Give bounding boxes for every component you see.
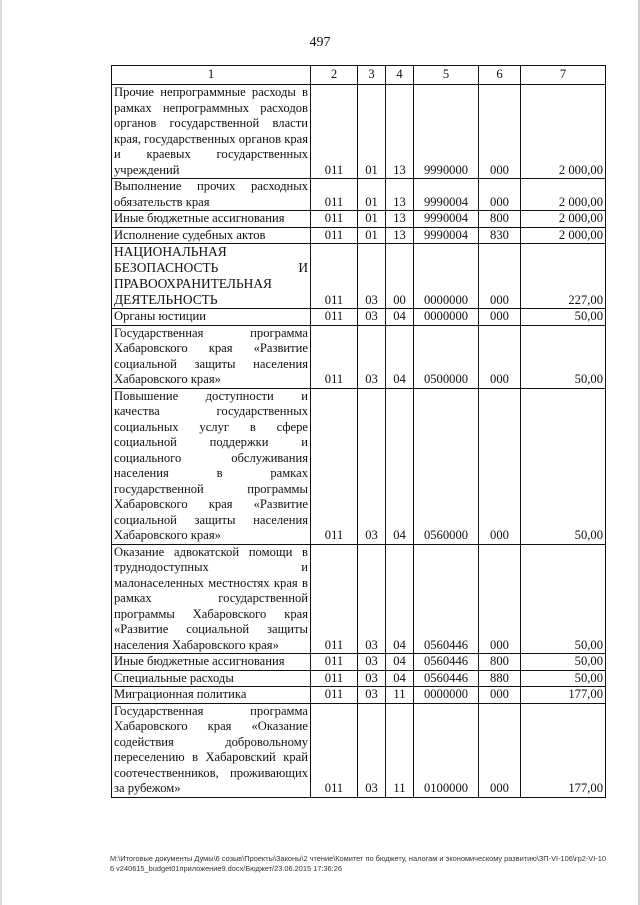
cell-amount: 2 000,00 xyxy=(521,85,606,179)
cell-amount: 50,00 xyxy=(521,544,606,654)
cell-expense-type: 830 xyxy=(479,227,521,244)
cell-target-item: 0000000 xyxy=(414,244,479,309)
cell-subsection: 11 xyxy=(386,687,414,704)
cell-target-item: 9990000 xyxy=(414,85,479,179)
cell-subsection: 13 xyxy=(386,227,414,244)
row-name: Иные бюджетные ассигнования xyxy=(112,654,311,671)
cell-expense-type: 000 xyxy=(479,325,521,388)
cell-section: 03 xyxy=(358,388,386,544)
row-name: Выполнение прочих расходных обязательств края xyxy=(112,179,311,211)
cell-ministry: 011 xyxy=(311,179,358,211)
cell-subsection: 11 xyxy=(386,703,414,797)
cell-target-item: 9990004 xyxy=(414,211,479,228)
cell-expense-type: 000 xyxy=(479,544,521,654)
cell-target-item: 9990004 xyxy=(414,227,479,244)
cell-amount: 2 000,00 xyxy=(521,211,606,228)
cell-subsection: 13 xyxy=(386,211,414,228)
column-header: 7 xyxy=(521,66,606,85)
cell-target-item: 9990004 xyxy=(414,179,479,211)
column-header: 1 xyxy=(112,66,311,85)
cell-target-item: 0500000 xyxy=(414,325,479,388)
table-row xyxy=(112,325,606,388)
table-row xyxy=(112,703,606,797)
scan-left-edge xyxy=(0,0,2,905)
cell-ministry: 011 xyxy=(311,211,358,228)
cell-section: 03 xyxy=(358,703,386,797)
cell-section: 03 xyxy=(358,687,386,704)
budget-table xyxy=(111,65,606,798)
cell-target-item: 0560446 xyxy=(414,544,479,654)
cell-subsection: 04 xyxy=(386,544,414,654)
cell-ministry: 011 xyxy=(311,325,358,388)
table-row xyxy=(112,309,606,326)
cell-section: 03 xyxy=(358,309,386,326)
cell-expense-type: 000 xyxy=(479,85,521,179)
cell-amount: 50,00 xyxy=(521,325,606,388)
cell-target-item: 0100000 xyxy=(414,703,479,797)
column-header: 3 xyxy=(358,66,386,85)
cell-subsection: 13 xyxy=(386,179,414,211)
cell-ministry: 011 xyxy=(311,227,358,244)
cell-ministry: 011 xyxy=(311,654,358,671)
row-name: Прочие непрограммные расходы в рамках непрограммных расходов органов государственной власти края, государственных органов края и краевых государственных учреждений xyxy=(112,85,311,179)
row-name: Органы юстиции xyxy=(112,309,311,326)
cell-target-item: 0000000 xyxy=(414,309,479,326)
cell-section: 03 xyxy=(358,244,386,309)
cell-amount: 227,00 xyxy=(521,244,606,309)
cell-subsection: 04 xyxy=(386,325,414,388)
cell-section: 03 xyxy=(358,654,386,671)
column-header: 4 xyxy=(386,66,414,85)
footer-file-path: M:\Итоговые документы Думы\6 созыв\Проекты\Законы\2 чтение\Комитет по бюджету, налогам и экономическому развитию\ЗП-VI-106\гр2-VI-106 v240615_budget01приложение9.docx/Бюджет/23.06.2015 17:36:26 xyxy=(110,854,606,873)
cell-subsection: 04 xyxy=(386,309,414,326)
page-number: 497 xyxy=(309,35,331,50)
cell-subsection: 04 xyxy=(386,670,414,687)
table-row xyxy=(112,179,606,211)
cell-ministry: 011 xyxy=(311,388,358,544)
row-name: НАЦИОНАЛЬНАЯ БЕЗОПАСНОСТЬ И ПРАВООХРАНИТЕЛЬНАЯ ДЕЯТЕЛЬНОСТЬ xyxy=(112,244,311,309)
cell-ministry: 011 xyxy=(311,670,358,687)
cell-subsection: 04 xyxy=(386,388,414,544)
cell-section: 01 xyxy=(358,179,386,211)
cell-expense-type: 000 xyxy=(479,309,521,326)
table-row xyxy=(112,654,606,671)
cell-amount: 177,00 xyxy=(521,687,606,704)
row-name: Миграционная политика xyxy=(112,687,311,704)
cell-ministry: 011 xyxy=(311,85,358,179)
table-row xyxy=(112,211,606,228)
row-name: Государственная программа Хабаровского края «Оказание содействия добровольному переселению в Хабаровский край соотечественников, проживающих за рубежом» xyxy=(112,703,311,797)
cell-amount: 50,00 xyxy=(521,670,606,687)
cell-subsection: 00 xyxy=(386,244,414,309)
table-row xyxy=(112,388,606,544)
cell-ministry: 011 xyxy=(311,309,358,326)
cell-amount: 50,00 xyxy=(521,654,606,671)
cell-ministry: 011 xyxy=(311,244,358,309)
table-row xyxy=(112,687,606,704)
table-row xyxy=(112,544,606,654)
cell-expense-type: 000 xyxy=(479,687,521,704)
cell-section: 01 xyxy=(358,85,386,179)
cell-amount: 50,00 xyxy=(521,309,606,326)
row-name: Специальные расходы xyxy=(112,670,311,687)
cell-section: 03 xyxy=(358,670,386,687)
table-row xyxy=(112,244,606,309)
cell-amount: 177,00 xyxy=(521,703,606,797)
column-header: 5 xyxy=(414,66,479,85)
cell-target-item: 0560446 xyxy=(414,670,479,687)
cell-ministry: 011 xyxy=(311,544,358,654)
cell-section: 01 xyxy=(358,227,386,244)
cell-expense-type: 800 xyxy=(479,654,521,671)
table-row xyxy=(112,227,606,244)
cell-expense-type: 000 xyxy=(479,703,521,797)
cell-ministry: 011 xyxy=(311,687,358,704)
cell-expense-type: 000 xyxy=(479,244,521,309)
cell-expense-type: 800 xyxy=(479,211,521,228)
cell-amount: 2 000,00 xyxy=(521,227,606,244)
cell-amount: 2 000,00 xyxy=(521,179,606,211)
cell-target-item: 0000000 xyxy=(414,687,479,704)
cell-section: 01 xyxy=(358,211,386,228)
row-name: Иные бюджетные ассигнования xyxy=(112,211,311,228)
row-name: Исполнение судебных актов xyxy=(112,227,311,244)
cell-section: 03 xyxy=(358,544,386,654)
row-name: Государственная программа Хабаровского края «Развитие социальной защиты населения Хабаровского края» xyxy=(112,325,311,388)
table-row xyxy=(112,85,606,179)
table-row xyxy=(112,670,606,687)
cell-amount: 50,00 xyxy=(521,388,606,544)
cell-ministry: 011 xyxy=(311,703,358,797)
column-header: 2 xyxy=(311,66,358,85)
cell-section: 03 xyxy=(358,325,386,388)
row-name: Оказание адвокатской помощи в труднодоступных и малонаселенных местностях края в рамках государственной программы Хабаровского края «Развитие социальной защиты населения Хабаровского края» xyxy=(112,544,311,654)
table-header-row xyxy=(112,66,606,85)
column-header: 6 xyxy=(479,66,521,85)
cell-expense-type: 880 xyxy=(479,670,521,687)
cell-subsection: 13 xyxy=(386,85,414,179)
cell-expense-type: 000 xyxy=(479,179,521,211)
cell-target-item: 0560446 xyxy=(414,654,479,671)
cell-subsection: 04 xyxy=(386,654,414,671)
cell-target-item: 0560000 xyxy=(414,388,479,544)
cell-expense-type: 000 xyxy=(479,388,521,544)
row-name: Повышение доступности и качества государственных социальных услуг в сфере социальной поддержки и социального обслуживания населения в рамках государственной программы Хабаровского края «Развитие социальной защиты населения Хабаровского края» xyxy=(112,388,311,544)
